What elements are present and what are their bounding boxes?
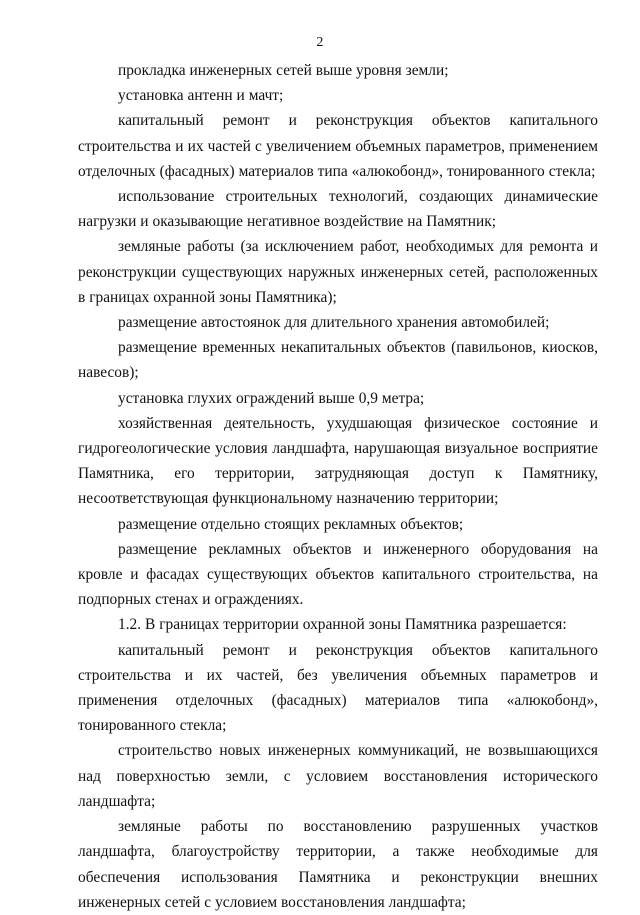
paragraph-15: земляные работы по восстановлению разрушенных участков ландшафта, благоустройству территории, а также необходимые для обеспечения использования Памятника и реконструкции внешних инженерных сетей с условием восстановления ландшафта; <box>78 818 598 911</box>
paragraph-14: строительство новых инженерных коммуникаций, не возвышающихся над поверхностью земли, с условием восстановления исторического ландшафта; <box>78 742 598 810</box>
paragraph-4: использование строительных технологий, создающих динамические нагрузки и оказывающие негативное воздействие на Памятник; <box>78 188 598 231</box>
paragraph-12-section-heading: 1.2. В границах территории охранной зоны Памятника разрешается: <box>118 616 567 634</box>
paragraph-8: установка глухих ограждений выше 0,9 метра; <box>118 389 425 407</box>
paragraph-6: размещение автостоянок для длительного хранения автомобилей; <box>118 314 550 332</box>
paragraph-2: установка антенн и мачт; <box>118 87 284 105</box>
paragraph-5: земляные работы (за исключением работ, необходимых для ремонта и реконструкции существующих наружных инженерных сетей, расположенных в границах охранной зоны Памятника); <box>78 238 598 306</box>
paragraph-3: капитальный ремонт и реконструкция объектов капитального строительства и их частей с увеличением объемных параметров, применением отделочных (фасадных) материалов типа «алюкобонд», тонированного стекла; <box>78 112 598 180</box>
paragraph-9: хозяйственная деятельность, ухудшающая физическое состояние и гидрогеологические условия ландшафта, нарушающая визуальное восприятие Памятника, его территории, затрудняющая доступ к Памятнику, несоответствующая функциональному назначению территории; <box>78 414 598 508</box>
paragraph-1: прокладка инженерных сетей выше уровня земли; <box>118 62 449 79</box>
page-number: 2 <box>316 35 324 50</box>
paragraph-11: размещение рекламных объектов и инженерного оборудования на кровле и фасадах существующих объектов капитального строительства, на подпорных стенах и ограждениях. <box>78 540 598 609</box>
document-body <box>78 58 598 915</box>
paragraph-13: капитальный ремонт и реконструкция объектов капитального строительства и их частей, без увеличения объемных параметров и применения отделочных (фасадных) материалов типа «алюкобонд», тонированного стекла; <box>78 641 598 735</box>
paragraph-10: размещение отдельно стоящих рекламных объектов; <box>118 515 464 533</box>
paragraph-7: размещение временных некапитальных объектов (павильонов, киосков, навесов); <box>78 339 598 382</box>
